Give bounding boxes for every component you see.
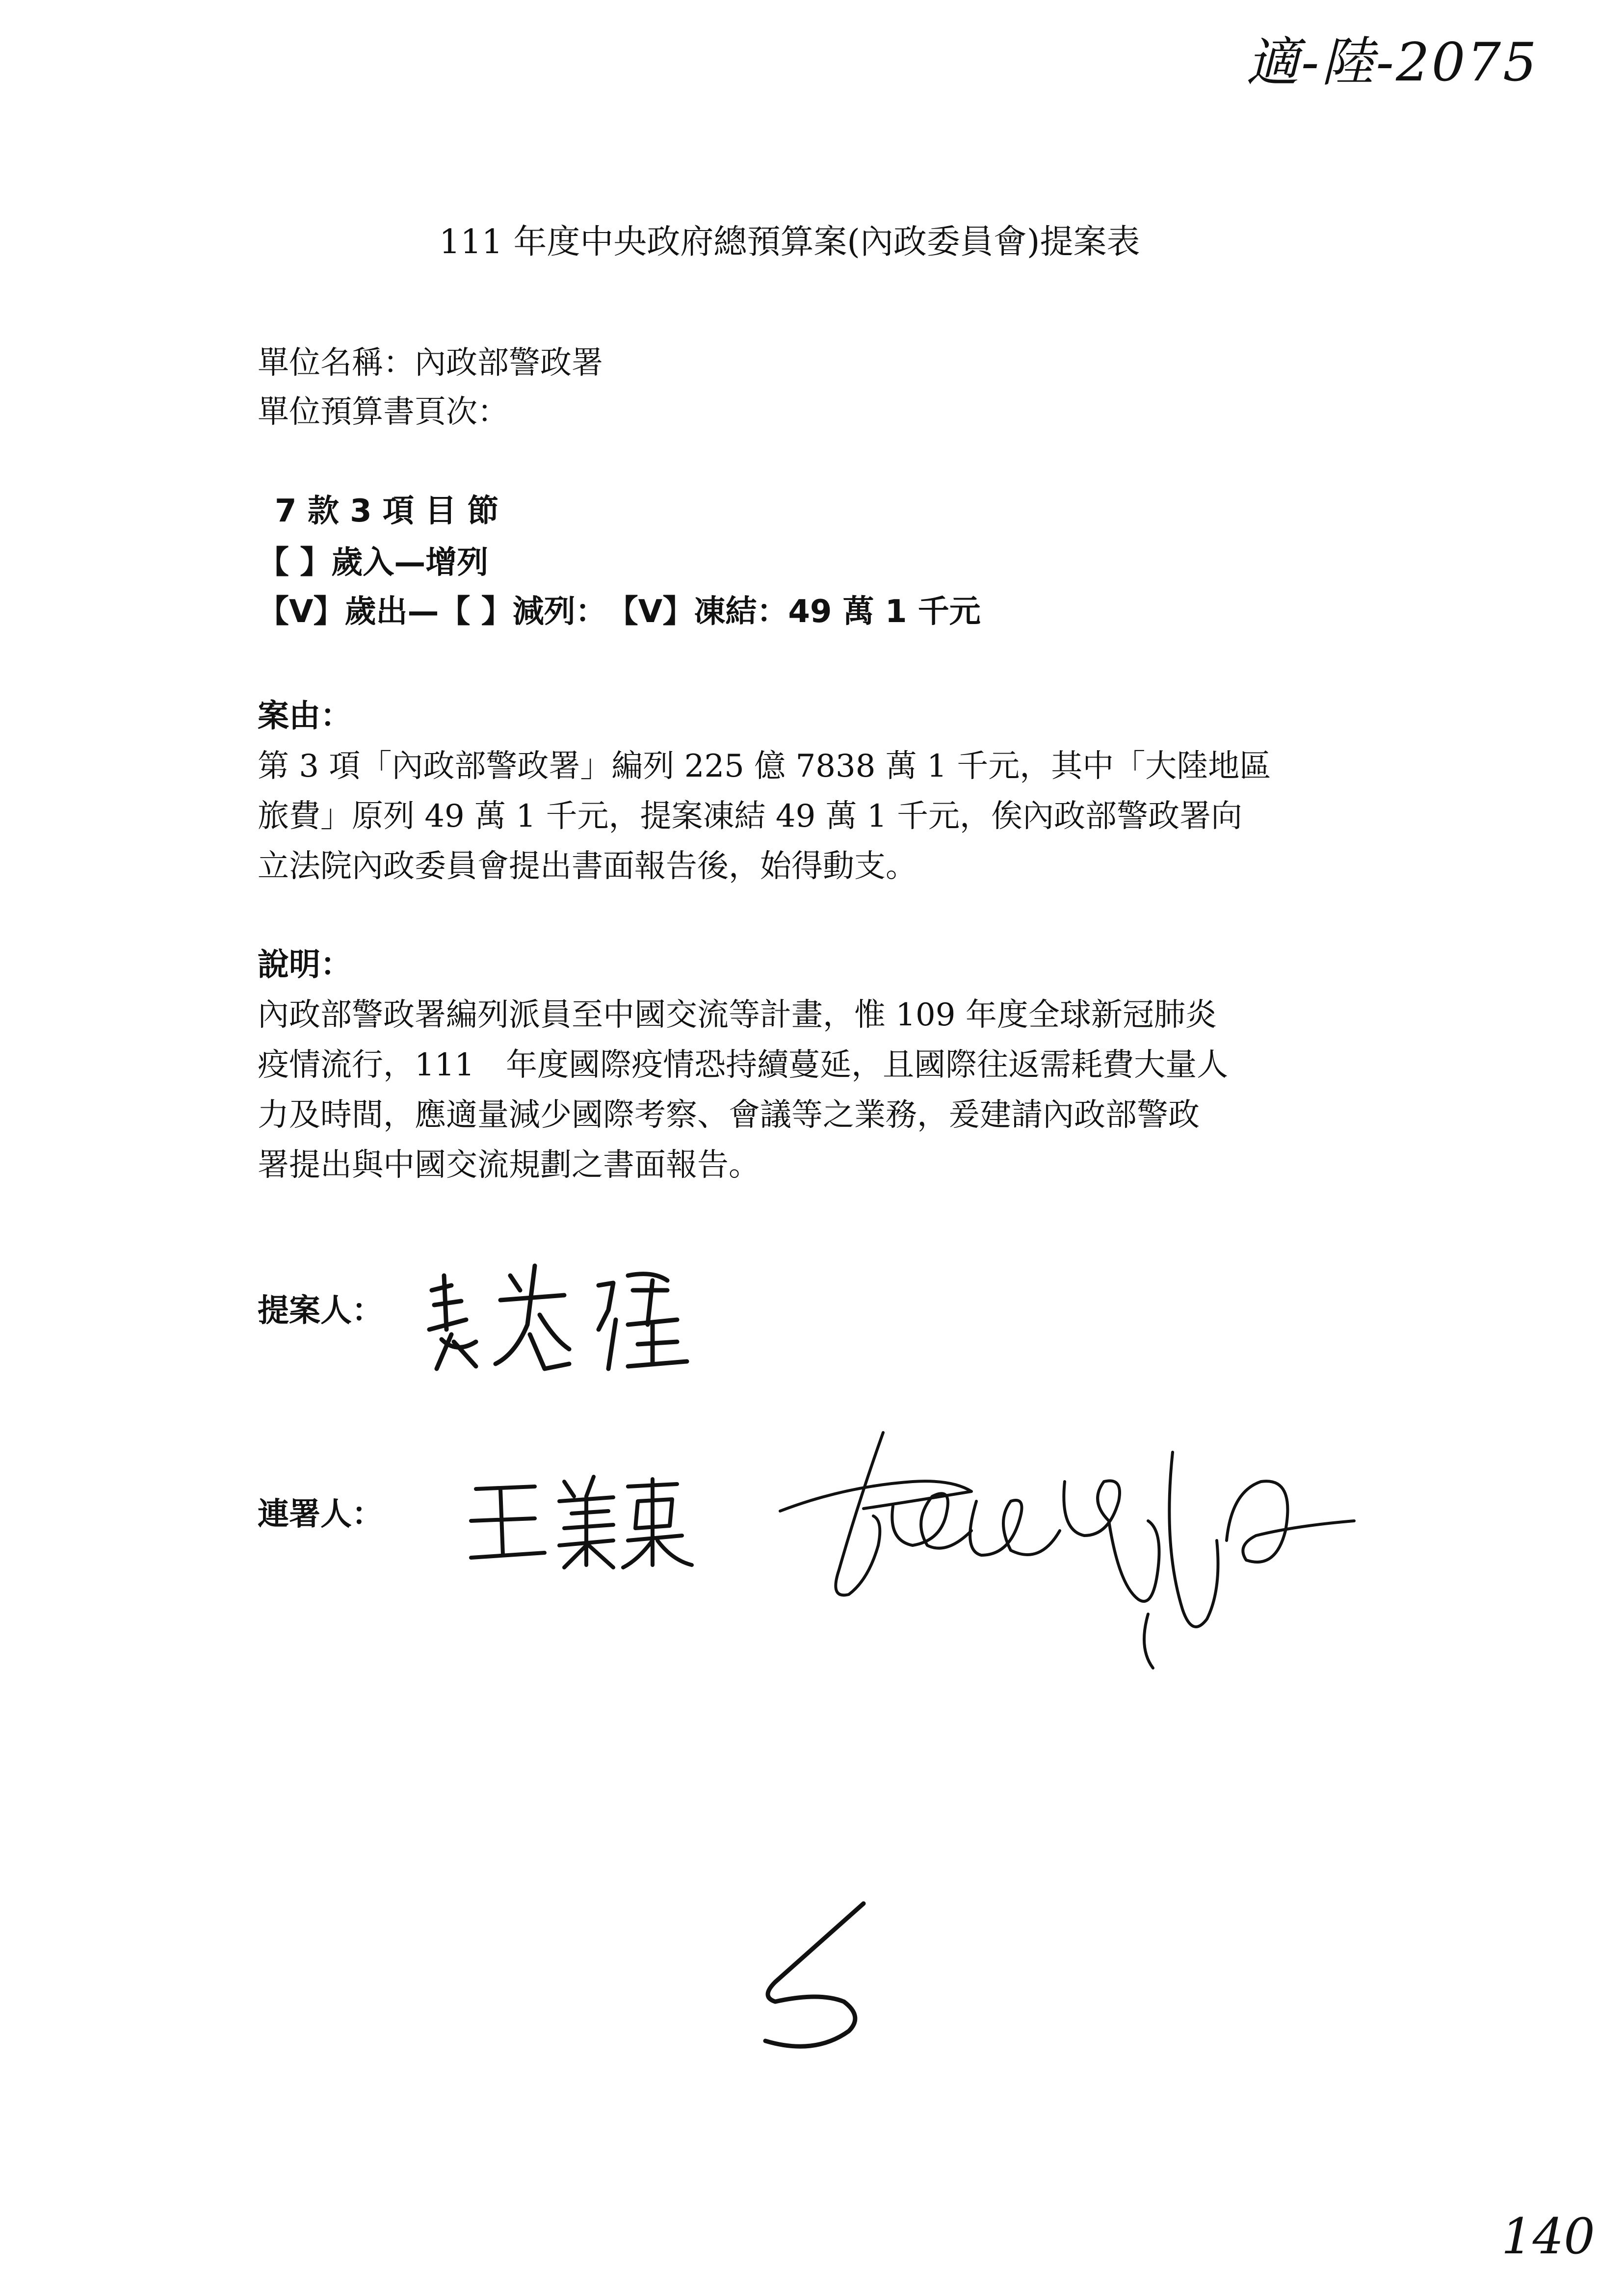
explanation-line: 署提出與中國交流規劃之書面報告。 (258, 1147, 760, 1183)
revenue-increase-line: 【 】歲入—增列 (258, 545, 489, 581)
page-number: 140 (1501, 2208, 1595, 2265)
cosigner-cursive-signature (765, 1423, 1374, 1683)
explanation-line: 疫情流行，111 年度國際疫情恐持續蔓延，且國際往返需耗費大量人 (258, 1047, 1229, 1083)
proposer-signature (422, 1256, 697, 1383)
explanation-line: 力及時間，應適量減少國際考察、會議等之業務，爰建請內政部警政 (258, 1097, 1200, 1133)
cosigner-label: 連署人： (258, 1496, 383, 1533)
expenditure-freeze-line: 【V】歲出—【 】減列： 【V】凍結：49 萬 1 千元 (258, 594, 981, 630)
unit-name: 單位名稱：內政部警政署 (258, 345, 603, 381)
cosigner-signature (466, 1467, 697, 1575)
budget-item-line: 7 款 3 項 目 節 (275, 493, 499, 529)
proposer-label: 提案人： (258, 1293, 383, 1329)
explanation-line: 內政部警政署編列派員至中國交流等計畫，惟 109 年度全球新冠肺炎 (258, 997, 1217, 1033)
reason-line: 第 3 項「內政部警政署」編列 225 億 7838 萬 1 千元，其中「大陸地區 (258, 748, 1271, 784)
reason-line: 立法院內政委員會提出書面報告後，始得動支。 (258, 848, 917, 885)
unit-budget-page: 單位預算書頁次： (258, 394, 509, 430)
explanation-heading: 說明： (258, 947, 352, 983)
reason-line: 旅費」原列 49 萬 1 千元，提案凍結 49 萬 1 千元，俟內政部警政署向 (258, 798, 1243, 835)
reason-heading: 案由： (258, 698, 352, 734)
document-title: 111 年度中央政府總預算案(內政委員會)提案表 (439, 223, 1140, 261)
handwritten-reference-mark: 適-陸-2075 (1246, 32, 1539, 93)
handwritten-number (746, 1894, 893, 2061)
